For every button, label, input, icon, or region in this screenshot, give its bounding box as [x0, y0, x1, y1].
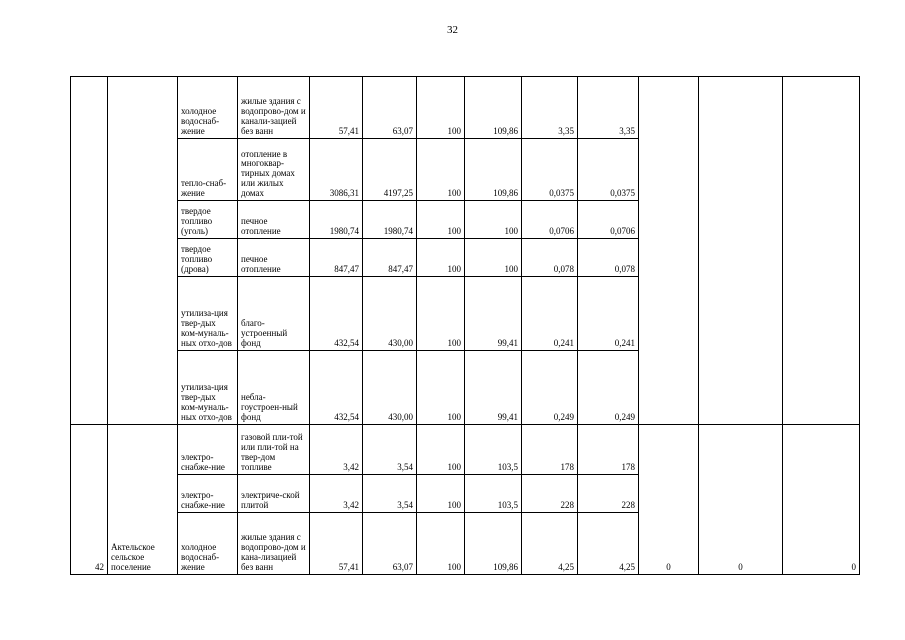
row-number: 42: [95, 562, 104, 573]
value-cell: 0,078: [522, 239, 578, 277]
value-cell: 100: [417, 351, 465, 425]
value-cell: 0,241: [578, 277, 639, 351]
value-cell: 103,5: [465, 425, 522, 475]
settlement-name: Актельское сельское поселение: [111, 542, 155, 573]
housing-type-cell: отопление в многоквар-тирных домах или жилых домах: [238, 139, 310, 201]
value-cell: 4197,25: [363, 139, 417, 201]
value-cell: 0,249: [578, 351, 639, 425]
value-cell: 4,25: [578, 513, 639, 575]
value-cell: 99,41: [465, 351, 522, 425]
value-cell: 3,35: [578, 77, 639, 139]
value-cell: 57,41: [310, 513, 363, 575]
service-cell: утилиза-ция твер-дых ком-муналь-ных отхо-дов: [178, 351, 238, 425]
value-cell: 100: [417, 513, 465, 575]
index-cell: 0: [639, 425, 699, 575]
value-cell: 63,07: [363, 77, 417, 139]
housing-type-cell: газовой пли-той или пли-той на твер-дом топливе: [238, 425, 310, 475]
value-cell: 0,0375: [578, 139, 639, 201]
value-cell: 178: [522, 425, 578, 475]
value-cell: 430,00: [363, 351, 417, 425]
value-cell: 63,07: [363, 513, 417, 575]
index-cell: 0: [783, 425, 860, 575]
settlement-cell: [108, 425, 178, 575]
service-cell: тепло-снаб-жение: [178, 139, 238, 201]
value-cell: 100: [417, 77, 465, 139]
value-cell: 228: [522, 475, 578, 513]
value-cell: 109,86: [465, 513, 522, 575]
value-cell: 100: [417, 239, 465, 277]
value-cell: 0,0706: [522, 201, 578, 239]
housing-type-cell: благо-устроенный фонд: [238, 277, 310, 351]
service-cell: твердое топливо (дрова): [178, 239, 238, 277]
row-number-cell: [71, 77, 108, 425]
value-cell: 0,078: [578, 239, 639, 277]
value-cell: 432,54: [310, 277, 363, 351]
service-cell: твердое топливо (уголь): [178, 201, 238, 239]
value-cell: 100: [465, 201, 522, 239]
tariff-table: [70, 76, 860, 575]
index-cell: [639, 77, 699, 425]
value-cell: 100: [417, 201, 465, 239]
value-cell: 100: [417, 139, 465, 201]
housing-type-cell: жилые здания с водопрово-дом и канали-зацией без ванн: [238, 77, 310, 139]
value-cell: 1980,74: [363, 201, 417, 239]
page-number: 32: [447, 24, 458, 36]
value-cell: 3,35: [522, 77, 578, 139]
table-row: [71, 425, 860, 475]
value-cell: 432,54: [310, 351, 363, 425]
value-cell: 3086,31: [310, 139, 363, 201]
value-cell: 3,42: [310, 425, 363, 475]
value-cell: 3,54: [363, 475, 417, 513]
value-cell: 100: [417, 475, 465, 513]
value-cell: 109,86: [465, 139, 522, 201]
service-cell: электро-снабже-ние: [178, 425, 238, 475]
value-cell: 3,42: [310, 475, 363, 513]
value-cell: 4,25: [522, 513, 578, 575]
index-cell: [699, 77, 783, 425]
value-cell: 0,0706: [578, 201, 639, 239]
housing-type-cell: печное отопление: [238, 239, 310, 277]
value-cell: 0,241: [522, 277, 578, 351]
value-cell: 109,86: [465, 77, 522, 139]
value-cell: 178: [578, 425, 639, 475]
settlement-cell: [108, 77, 178, 425]
value-cell: 0,249: [522, 351, 578, 425]
value-cell: 430,00: [363, 277, 417, 351]
service-cell: электро-снабже-ние: [178, 475, 238, 513]
service-cell: утилиза-ция твер-дых ком-муналь-ных отхо-дов: [178, 277, 238, 351]
value-cell: 100: [417, 425, 465, 475]
value-cell: 0,0375: [522, 139, 578, 201]
service-cell: холодное водоснаб-жение: [178, 513, 238, 575]
value-cell: 100: [465, 239, 522, 277]
value-cell: 228: [578, 475, 639, 513]
value-cell: 847,47: [363, 239, 417, 277]
value-cell: 57,41: [310, 77, 363, 139]
index-cell: 0: [699, 425, 783, 575]
value-cell: 100: [417, 277, 465, 351]
housing-type-cell: электриче-ской плитой: [238, 475, 310, 513]
index-cell: [783, 77, 860, 425]
value-cell: 3,54: [363, 425, 417, 475]
table-row: [71, 77, 860, 139]
service-cell: холодное водоснаб-жение: [178, 77, 238, 139]
housing-type-cell: жилые здания с водопрово-дом и кана-лизацией без ванн: [238, 513, 310, 575]
row-number-cell: [71, 425, 108, 575]
value-cell: 103,5: [465, 475, 522, 513]
value-cell: 1980,74: [310, 201, 363, 239]
housing-type-cell: печное отопление: [238, 201, 310, 239]
value-cell: 99,41: [465, 277, 522, 351]
housing-type-cell: небла-гоустроен-ный фонд: [238, 351, 310, 425]
value-cell: 847,47: [310, 239, 363, 277]
